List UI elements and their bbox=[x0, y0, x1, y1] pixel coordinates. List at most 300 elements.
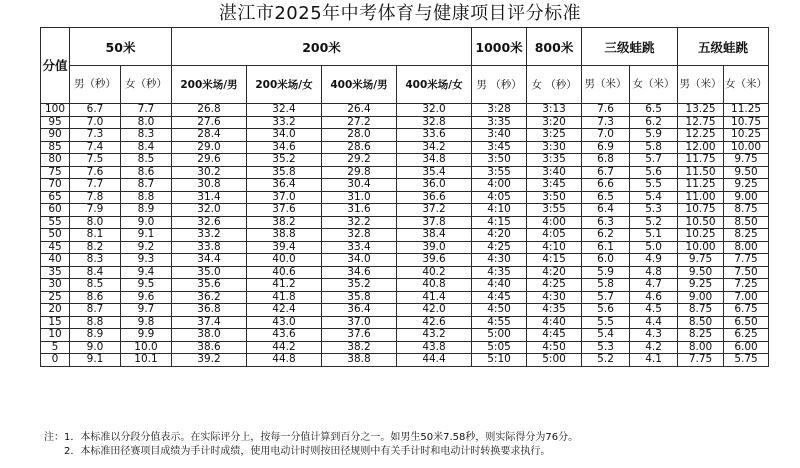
table-cell: 3:50 bbox=[527, 191, 582, 204]
table-cell: 7.00 bbox=[724, 291, 769, 304]
table-cell: 5.5 bbox=[630, 179, 678, 192]
table-cell: 8.50 bbox=[724, 216, 769, 229]
table-cell: 8.00 bbox=[724, 241, 769, 254]
score-cell: 90 bbox=[41, 129, 70, 142]
table-cell: 6.4 bbox=[582, 204, 630, 217]
table-cell: 38.4 bbox=[397, 229, 472, 242]
table-cell: 9.00 bbox=[724, 191, 769, 204]
table-cell: 35.0 bbox=[172, 266, 247, 279]
table-cell: 35.2 bbox=[247, 154, 322, 167]
table-cell: 5.6 bbox=[582, 304, 630, 317]
table-cell: 4:15 bbox=[527, 254, 582, 267]
table-cell: 35.8 bbox=[322, 291, 397, 304]
score-cell: 70 bbox=[41, 179, 70, 192]
score-cell: 15 bbox=[41, 316, 70, 329]
table-cell: 10.75 bbox=[724, 116, 769, 129]
table-cell: 8.8 bbox=[121, 191, 172, 204]
table-cell: 35.4 bbox=[397, 166, 472, 179]
table-cell: 5.1 bbox=[630, 229, 678, 242]
table-cell: 37.4 bbox=[172, 316, 247, 329]
table-cell: 9.75 bbox=[724, 154, 769, 167]
table-cell: 8.2 bbox=[70, 241, 121, 254]
table-cell: 8.3 bbox=[70, 254, 121, 267]
table-cell: 34.6 bbox=[247, 141, 322, 154]
table-cell: 4:10 bbox=[527, 241, 582, 254]
table-cell: 10.0 bbox=[121, 341, 172, 354]
table-row bbox=[41, 204, 769, 217]
table-cell: 34.8 bbox=[397, 154, 472, 167]
table-cell: 38.2 bbox=[247, 216, 322, 229]
table-cell: 8.5 bbox=[121, 154, 172, 167]
table-cell: 7.50 bbox=[724, 266, 769, 279]
table-cell: 6.5 bbox=[582, 191, 630, 204]
table-cell: 26.8 bbox=[172, 104, 247, 117]
table-row bbox=[41, 154, 769, 167]
table-cell: 5.7 bbox=[582, 291, 630, 304]
table-cell: 8.8 bbox=[70, 316, 121, 329]
table-cell: 4:45 bbox=[527, 329, 582, 342]
table-cell: 5:00 bbox=[527, 354, 582, 367]
table-cell: 4:05 bbox=[527, 229, 582, 242]
table-cell: 4:55 bbox=[472, 316, 527, 329]
table-cell: 37.8 bbox=[397, 216, 472, 229]
table-cell: 5.7 bbox=[630, 154, 678, 167]
table-cell: 36.4 bbox=[322, 304, 397, 317]
table-cell: 3:13 bbox=[527, 104, 582, 117]
table-cell: 30.2 bbox=[172, 166, 247, 179]
table-cell: 5.9 bbox=[582, 266, 630, 279]
table-row bbox=[41, 266, 769, 279]
page-title: 湛江市2025年中考体育与健康项目评分标准 bbox=[218, 3, 582, 24]
header-five-female: 女（米） bbox=[724, 66, 769, 104]
table-cell: 7.6 bbox=[70, 166, 121, 179]
table-row bbox=[41, 229, 769, 242]
table-cell: 4:20 bbox=[472, 229, 527, 242]
header-1000m-male: 男 （秒） bbox=[472, 66, 527, 104]
score-cell: 35 bbox=[41, 266, 70, 279]
table-cell: 35.6 bbox=[172, 279, 247, 292]
table-cell: 30.8 bbox=[172, 179, 247, 192]
table-row bbox=[41, 341, 769, 354]
table-cell: 4.8 bbox=[630, 266, 678, 279]
table-cell: 9.7 bbox=[121, 304, 172, 317]
table-cell: 33.2 bbox=[247, 116, 322, 129]
score-table-body bbox=[41, 104, 769, 367]
table-cell: 32.0 bbox=[172, 204, 247, 217]
table-cell: 5.9 bbox=[630, 129, 678, 142]
table-cell: 6.0 bbox=[582, 254, 630, 267]
table-cell: 8.25 bbox=[724, 229, 769, 242]
table-cell: 8.4 bbox=[70, 266, 121, 279]
table-cell: 6.6 bbox=[582, 179, 630, 192]
table-cell: 43.0 bbox=[247, 316, 322, 329]
table-cell: 10.50 bbox=[678, 216, 724, 229]
table-cell: 38.6 bbox=[172, 341, 247, 354]
header-50m-male: 男（秒） bbox=[70, 66, 121, 104]
score-cell: 95 bbox=[41, 116, 70, 129]
table-cell: 4:05 bbox=[472, 191, 527, 204]
table-cell: 4:25 bbox=[472, 241, 527, 254]
score-cell: 45 bbox=[41, 241, 70, 254]
table-cell: 6.3 bbox=[582, 216, 630, 229]
header-triple-jump: 三级蛙跳 bbox=[582, 28, 678, 66]
table-cell: 43.6 bbox=[247, 329, 322, 342]
score-cell: 75 bbox=[41, 166, 70, 179]
table-cell: 5.2 bbox=[630, 216, 678, 229]
table-cell: 4:40 bbox=[472, 279, 527, 292]
table-cell: 3:45 bbox=[472, 141, 527, 154]
table-cell: 35.8 bbox=[247, 166, 322, 179]
table-cell: 4:30 bbox=[527, 291, 582, 304]
table-cell: 8.7 bbox=[70, 304, 121, 317]
table-cell: 7.6 bbox=[582, 104, 630, 117]
table-cell: 11.75 bbox=[678, 154, 724, 167]
table-cell: 8.7 bbox=[121, 179, 172, 192]
table-cell: 8.9 bbox=[70, 329, 121, 342]
table-cell: 9.00 bbox=[678, 291, 724, 304]
table-cell: 37.6 bbox=[322, 329, 397, 342]
score-cell: 80 bbox=[41, 154, 70, 167]
header-row-events bbox=[41, 28, 769, 66]
table-cell: 39.6 bbox=[397, 254, 472, 267]
table-cell: 7.7 bbox=[70, 179, 121, 192]
table-cell: 4:00 bbox=[527, 216, 582, 229]
table-cell: 38.8 bbox=[247, 229, 322, 242]
table-cell: 31.0 bbox=[322, 191, 397, 204]
table-cell: 8.0 bbox=[121, 116, 172, 129]
table-cell: 3:25 bbox=[527, 129, 582, 142]
header-200m: 200米 bbox=[172, 28, 472, 66]
table-cell: 10.25 bbox=[724, 129, 769, 142]
table-cell: 36.0 bbox=[397, 179, 472, 192]
table-cell: 6.2 bbox=[630, 116, 678, 129]
table-cell: 6.00 bbox=[724, 341, 769, 354]
table-cell: 9.4 bbox=[121, 266, 172, 279]
table-cell: 6.9 bbox=[582, 141, 630, 154]
table-cell: 3:30 bbox=[527, 141, 582, 154]
note-line-1: 注：1．本标准以分段分值表示。在实际评分上，按每一分值计算到百分之一。如男生50米7.58秒，则实际得分为76分。 bbox=[44, 432, 579, 443]
table-cell: 7.25 bbox=[724, 279, 769, 292]
table-cell: 34.0 bbox=[322, 254, 397, 267]
table-cell: 4.1 bbox=[630, 354, 678, 367]
table-cell: 38.2 bbox=[322, 341, 397, 354]
score-cell: 55 bbox=[41, 216, 70, 229]
table-cell: 4.6 bbox=[630, 291, 678, 304]
table-cell: 34.0 bbox=[247, 129, 322, 142]
header-row-sub bbox=[41, 66, 769, 104]
table-cell: 10.1 bbox=[121, 354, 172, 367]
table-cell: 11.00 bbox=[678, 191, 724, 204]
table-cell: 35.2 bbox=[322, 279, 397, 292]
score-cell: 50 bbox=[41, 229, 70, 242]
table-cell: 9.3 bbox=[121, 254, 172, 267]
score-cell: 85 bbox=[41, 141, 70, 154]
table-cell: 42.4 bbox=[247, 304, 322, 317]
table-cell: 8.0 bbox=[70, 216, 121, 229]
table-cell: 7.0 bbox=[582, 129, 630, 142]
table-cell: 28.6 bbox=[322, 141, 397, 154]
table-row bbox=[41, 254, 769, 267]
table-cell: 3:20 bbox=[527, 116, 582, 129]
table-cell: 5.8 bbox=[630, 141, 678, 154]
table-cell: 5.6 bbox=[630, 166, 678, 179]
table-cell: 39.4 bbox=[247, 241, 322, 254]
table-cell: 4:45 bbox=[472, 291, 527, 304]
table-cell: 32.4 bbox=[247, 104, 322, 117]
table-row bbox=[41, 179, 769, 192]
table-cell: 4.2 bbox=[630, 341, 678, 354]
table-cell: 32.6 bbox=[172, 216, 247, 229]
table-cell: 8.4 bbox=[121, 141, 172, 154]
table-cell: 37.0 bbox=[247, 191, 322, 204]
table-cell: 6.7 bbox=[582, 166, 630, 179]
table-cell: 12.25 bbox=[678, 129, 724, 142]
table-cell: 7.75 bbox=[724, 254, 769, 267]
table-cell: 3:35 bbox=[472, 116, 527, 129]
table-cell: 39.2 bbox=[172, 354, 247, 367]
table-cell: 40.0 bbox=[247, 254, 322, 267]
table-cell: 4:35 bbox=[472, 266, 527, 279]
table-cell: 7.3 bbox=[70, 129, 121, 142]
table-cell: 42.0 bbox=[397, 304, 472, 317]
table-cell: 5.4 bbox=[630, 191, 678, 204]
table-cell: 43.2 bbox=[397, 329, 472, 342]
table-row bbox=[41, 129, 769, 142]
table-cell: 36.6 bbox=[397, 191, 472, 204]
table-cell: 39.0 bbox=[397, 241, 472, 254]
table-cell: 6.2 bbox=[582, 229, 630, 242]
table-cell: 29.6 bbox=[172, 154, 247, 167]
table-row bbox=[41, 216, 769, 229]
header-five-jump: 五级蛙跳 bbox=[678, 28, 769, 66]
table-cell: 6.8 bbox=[582, 154, 630, 167]
table-cell: 36.8 bbox=[172, 304, 247, 317]
table-cell: 27.6 bbox=[172, 116, 247, 129]
table-cell: 11.50 bbox=[678, 166, 724, 179]
table-cell: 4:00 bbox=[472, 179, 527, 192]
table-cell: 9.25 bbox=[678, 279, 724, 292]
table-cell: 43.8 bbox=[397, 341, 472, 354]
table-cell: 34.2 bbox=[397, 141, 472, 154]
table-cell: 4:15 bbox=[472, 216, 527, 229]
table-cell: 4.9 bbox=[630, 254, 678, 267]
table-row bbox=[41, 329, 769, 342]
table-cell: 8.75 bbox=[724, 204, 769, 217]
table-cell: 9.2 bbox=[121, 241, 172, 254]
table-cell: 3:40 bbox=[527, 166, 582, 179]
table-cell: 11.25 bbox=[724, 104, 769, 117]
table-cell: 3:55 bbox=[527, 204, 582, 217]
header-50m: 50米 bbox=[70, 28, 172, 66]
table-cell: 4.7 bbox=[630, 279, 678, 292]
table-cell: 4:50 bbox=[527, 341, 582, 354]
table-cell: 8.25 bbox=[678, 329, 724, 342]
table-cell: 9.75 bbox=[678, 254, 724, 267]
table-cell: 4.5 bbox=[630, 304, 678, 317]
table-cell: 9.0 bbox=[70, 341, 121, 354]
table-cell: 4:40 bbox=[527, 316, 582, 329]
table-cell: 29.0 bbox=[172, 141, 247, 154]
table-cell: 3:55 bbox=[472, 166, 527, 179]
table-cell: 9.6 bbox=[121, 291, 172, 304]
table-cell: 28.0 bbox=[322, 129, 397, 142]
table-cell: 9.1 bbox=[70, 354, 121, 367]
table-cell: 8.6 bbox=[70, 291, 121, 304]
header-50m-female: 女（秒） bbox=[121, 66, 172, 104]
table-cell: 36.4 bbox=[247, 179, 322, 192]
table-cell: 3:28 bbox=[472, 104, 527, 117]
table-cell: 9.9 bbox=[121, 329, 172, 342]
table-cell: 4.4 bbox=[630, 316, 678, 329]
table-cell: 5.0 bbox=[630, 241, 678, 254]
table-cell: 4:20 bbox=[527, 266, 582, 279]
table-cell: 8.75 bbox=[678, 304, 724, 317]
table-cell: 6.75 bbox=[724, 304, 769, 317]
table-cell: 28.4 bbox=[172, 129, 247, 142]
table-cell: 3:40 bbox=[472, 129, 527, 142]
table-row bbox=[41, 116, 769, 129]
header-400m-female-field: 400米场/女 bbox=[397, 66, 472, 104]
table-row bbox=[41, 354, 769, 367]
table-cell: 7.4 bbox=[70, 141, 121, 154]
table-cell: 6.25 bbox=[724, 329, 769, 342]
header-200m-male-field: 200米场/男 bbox=[172, 66, 247, 104]
table-cell: 41.4 bbox=[397, 291, 472, 304]
table-cell: 5.75 bbox=[724, 354, 769, 367]
table-cell: 4:10 bbox=[472, 204, 527, 217]
table-cell: 9.1 bbox=[121, 229, 172, 242]
table-cell: 7.5 bbox=[70, 154, 121, 167]
table-cell: 32.0 bbox=[397, 104, 472, 117]
table-cell: 3:35 bbox=[527, 154, 582, 167]
table-cell: 37.2 bbox=[397, 204, 472, 217]
table-cell: 9.5 bbox=[121, 279, 172, 292]
table-cell: 9.8 bbox=[121, 316, 172, 329]
notes bbox=[44, 431, 784, 459]
header-five-male: 男（米） bbox=[678, 66, 724, 104]
table-row bbox=[41, 316, 769, 329]
table-row bbox=[41, 191, 769, 204]
table-row bbox=[41, 241, 769, 254]
header-400m-male-field: 400米场/男 bbox=[322, 66, 397, 104]
table-cell: 10.75 bbox=[678, 204, 724, 217]
table-row bbox=[41, 279, 769, 292]
table-cell: 6.7 bbox=[70, 104, 121, 117]
table-cell: 4:35 bbox=[527, 304, 582, 317]
score-cell: 30 bbox=[41, 279, 70, 292]
header-triple-male: 男（米） bbox=[582, 66, 630, 104]
score-cell: 20 bbox=[41, 304, 70, 317]
table-cell: 29.2 bbox=[322, 154, 397, 167]
table-cell: 4:30 bbox=[472, 254, 527, 267]
table-cell: 5.5 bbox=[582, 316, 630, 329]
table-cell: 9.50 bbox=[724, 166, 769, 179]
table-cell: 10.00 bbox=[678, 241, 724, 254]
table-cell: 32.8 bbox=[322, 229, 397, 242]
table-cell: 10.25 bbox=[678, 229, 724, 242]
header-triple-female: 女（米） bbox=[630, 66, 678, 104]
table-cell: 37.6 bbox=[247, 204, 322, 217]
score-cell: 65 bbox=[41, 191, 70, 204]
table-cell: 32.8 bbox=[397, 116, 472, 129]
table-cell: 9.50 bbox=[678, 266, 724, 279]
score-cell: 10 bbox=[41, 329, 70, 342]
table-cell: 5.4 bbox=[582, 329, 630, 342]
table-cell: 7.75 bbox=[678, 354, 724, 367]
table-cell: 26.4 bbox=[322, 104, 397, 117]
score-cell: 0 bbox=[41, 354, 70, 367]
table-cell: 12.00 bbox=[678, 141, 724, 154]
table-cell: 31.6 bbox=[322, 204, 397, 217]
table-cell: 8.50 bbox=[678, 316, 724, 329]
table-cell: 41.2 bbox=[247, 279, 322, 292]
table-cell: 8.3 bbox=[121, 129, 172, 142]
score-cell: 25 bbox=[41, 291, 70, 304]
table-row bbox=[41, 166, 769, 179]
header-200m-female-field: 200米场/女 bbox=[247, 66, 322, 104]
table-cell: 30.4 bbox=[322, 179, 397, 192]
table-cell: 5.8 bbox=[582, 279, 630, 292]
score-cell: 5 bbox=[41, 341, 70, 354]
table-cell: 9.25 bbox=[724, 179, 769, 192]
table-cell: 5.3 bbox=[582, 341, 630, 354]
table-cell: 5:05 bbox=[472, 341, 527, 354]
table-cell: 40.8 bbox=[397, 279, 472, 292]
table-cell: 3:50 bbox=[472, 154, 527, 167]
score-table bbox=[40, 27, 769, 367]
header-score: 分值 bbox=[41, 28, 70, 104]
table-cell: 11.25 bbox=[678, 179, 724, 192]
table-cell: 4.3 bbox=[630, 329, 678, 342]
table-cell: 10.00 bbox=[724, 141, 769, 154]
table-cell: 44.4 bbox=[397, 354, 472, 367]
table-cell: 7.0 bbox=[70, 116, 121, 129]
score-cell: 40 bbox=[41, 254, 70, 267]
table-cell: 5.2 bbox=[582, 354, 630, 367]
table-cell: 38.0 bbox=[172, 329, 247, 342]
table-cell: 7.3 bbox=[582, 116, 630, 129]
table-cell: 44.2 bbox=[247, 341, 322, 354]
table-cell: 8.1 bbox=[70, 229, 121, 242]
table-cell: 36.2 bbox=[172, 291, 247, 304]
table-row bbox=[41, 291, 769, 304]
table-row bbox=[41, 104, 769, 117]
header-1000m: 1000米 bbox=[472, 28, 527, 66]
table-cell: 29.8 bbox=[322, 166, 397, 179]
table-cell: 33.4 bbox=[322, 241, 397, 254]
table-cell: 6.50 bbox=[724, 316, 769, 329]
table-cell: 7.7 bbox=[121, 104, 172, 117]
table-cell: 5:10 bbox=[472, 354, 527, 367]
table-cell: 13.25 bbox=[678, 104, 724, 117]
table-cell: 33.8 bbox=[172, 241, 247, 254]
table-cell: 27.2 bbox=[322, 116, 397, 129]
table-cell: 8.6 bbox=[121, 166, 172, 179]
table-cell: 5:00 bbox=[472, 329, 527, 342]
table-cell: 34.6 bbox=[322, 266, 397, 279]
table-cell: 6.5 bbox=[630, 104, 678, 117]
note-line-2: 2．本标准田径赛项目成绩为手计时成绩，使用电动计时则按田径规则中有关手计时和电动计时转换要求执行。 bbox=[64, 446, 551, 457]
table-cell: 42.6 bbox=[397, 316, 472, 329]
table-cell: 31.4 bbox=[172, 191, 247, 204]
score-cell: 60 bbox=[41, 204, 70, 217]
table-cell: 9.0 bbox=[121, 216, 172, 229]
table-cell: 8.5 bbox=[70, 279, 121, 292]
table-cell: 5.3 bbox=[630, 204, 678, 217]
table-cell: 8.00 bbox=[678, 341, 724, 354]
table-cell: 4:50 bbox=[472, 304, 527, 317]
table-cell: 34.4 bbox=[172, 254, 247, 267]
